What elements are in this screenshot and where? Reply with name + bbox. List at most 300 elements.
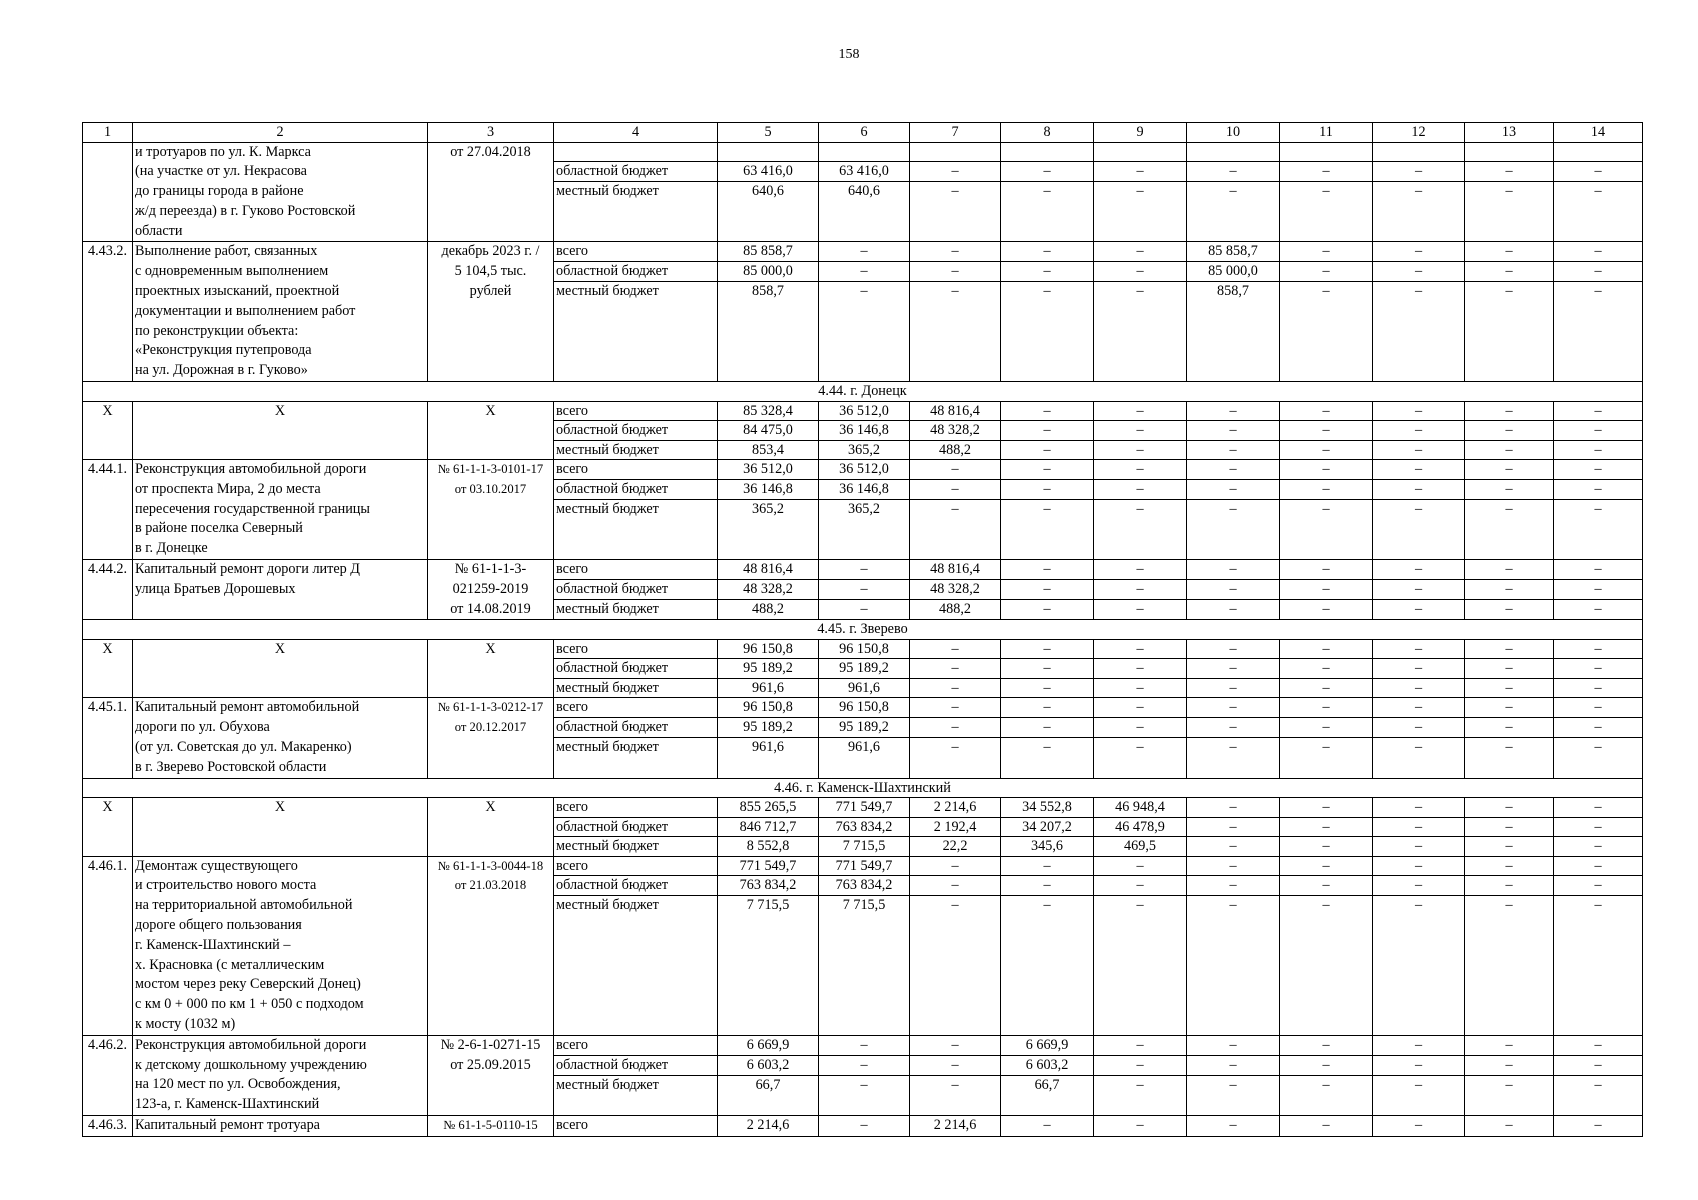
amount-cell: – xyxy=(1465,479,1554,499)
amount-cell: – xyxy=(1094,580,1187,600)
item-description: Х xyxy=(133,401,428,460)
amount-cell: 36 146,8 xyxy=(819,421,910,441)
amount-cell: – xyxy=(1373,876,1465,896)
amount-cell: – xyxy=(1001,479,1094,499)
amount-cell: 95 189,2 xyxy=(819,718,910,738)
table-row xyxy=(83,1035,1643,1055)
amount-cell xyxy=(1373,142,1465,162)
amount-cell: – xyxy=(1554,876,1643,896)
amount-cell: – xyxy=(910,1075,1001,1115)
amount-cell: – xyxy=(910,895,1001,1035)
amount-cell: – xyxy=(1465,182,1554,242)
amount-cell xyxy=(1187,142,1280,162)
amount-cell: 34 207,2 xyxy=(1001,817,1094,837)
amount-cell: – xyxy=(910,162,1001,182)
amount-cell: – xyxy=(910,639,1001,659)
funding-source: областной бюджет xyxy=(554,659,718,679)
amount-cell: – xyxy=(1280,162,1373,182)
funding-source: областной бюджет xyxy=(554,580,718,600)
amount-cell: 8 552,8 xyxy=(718,837,819,857)
amount-cell: – xyxy=(1554,281,1643,381)
amount-cell: – xyxy=(1187,401,1280,421)
amount-cell: – xyxy=(1187,162,1280,182)
section-header-row xyxy=(83,382,1643,402)
amount-cell xyxy=(819,142,910,162)
amount-cell: – xyxy=(1554,580,1643,600)
table-row xyxy=(83,401,1643,421)
funding-source: областной бюджет xyxy=(554,262,718,282)
amount-cell: – xyxy=(1554,460,1643,480)
amount-cell: – xyxy=(1187,678,1280,698)
amount-cell: 85 000,0 xyxy=(718,262,819,282)
amount-cell: 7 715,5 xyxy=(819,837,910,857)
amount-cell: – xyxy=(1001,698,1094,718)
amount-cell: – xyxy=(910,460,1001,480)
amount-cell: 46 478,9 xyxy=(1094,817,1187,837)
amount-cell: – xyxy=(1280,837,1373,857)
table-row xyxy=(83,798,1643,818)
amount-cell: – xyxy=(1373,1035,1465,1055)
amount-cell: – xyxy=(1465,600,1554,620)
amount-cell: 84 475,0 xyxy=(718,421,819,441)
amount-cell: – xyxy=(819,1075,910,1115)
amount-cell: – xyxy=(1373,242,1465,262)
amount-cell: – xyxy=(1187,718,1280,738)
amount-cell: – xyxy=(1554,738,1643,778)
funding-source: всего xyxy=(554,798,718,818)
amount-cell: 63 416,0 xyxy=(819,162,910,182)
amount-cell: – xyxy=(1001,659,1094,679)
item-document: № 61-1-5-0110-15 xyxy=(428,1115,554,1136)
amount-cell: – xyxy=(1187,479,1280,499)
funding-source: местный бюджет xyxy=(554,678,718,698)
funding-source: местный бюджет xyxy=(554,182,718,242)
amount-cell: 7 715,5 xyxy=(718,895,819,1035)
amount-cell: – xyxy=(1001,401,1094,421)
item-document: Х xyxy=(428,639,554,698)
item-document: Х xyxy=(428,401,554,460)
table-row xyxy=(83,242,1643,262)
funding-source: всего xyxy=(554,460,718,480)
table-body xyxy=(83,123,1643,1137)
amount-cell: – xyxy=(1187,600,1280,620)
funding-source: местный бюджет xyxy=(554,837,718,857)
column-header: 12 xyxy=(1373,123,1465,143)
amount-cell: – xyxy=(1554,678,1643,698)
amount-cell: – xyxy=(1465,798,1554,818)
column-header: 6 xyxy=(819,123,910,143)
amount-cell: – xyxy=(910,281,1001,381)
amount-cell: 48 328,2 xyxy=(718,580,819,600)
amount-cell: – xyxy=(1187,499,1280,559)
amount-cell: – xyxy=(1554,1115,1643,1136)
funding-source: областной бюджет xyxy=(554,876,718,896)
item-description: Х xyxy=(133,639,428,698)
amount-cell: 36 512,0 xyxy=(819,460,910,480)
column-header: 11 xyxy=(1280,123,1373,143)
amount-cell: – xyxy=(910,876,1001,896)
amount-cell: 48 816,4 xyxy=(910,560,1001,580)
amount-cell: – xyxy=(1094,401,1187,421)
amount-cell: – xyxy=(1373,678,1465,698)
amount-cell: – xyxy=(1373,817,1465,837)
amount-cell: – xyxy=(1094,876,1187,896)
item-number: 4.43.2. xyxy=(83,242,133,382)
amount-cell: – xyxy=(1280,440,1373,460)
amount-cell: – xyxy=(1373,659,1465,679)
amount-cell: – xyxy=(1094,242,1187,262)
funding-source: областной бюджет xyxy=(554,718,718,738)
amount-cell: – xyxy=(1554,798,1643,818)
amount-cell: – xyxy=(1373,600,1465,620)
item-description: Капитальный ремонт дороги литер Д улица Братьев Дорошевых xyxy=(133,560,428,620)
amount-cell: – xyxy=(1373,262,1465,282)
amount-cell: 853,4 xyxy=(718,440,819,460)
amount-cell: – xyxy=(1465,856,1554,876)
column-header: 5 xyxy=(718,123,819,143)
table-row xyxy=(83,142,1643,162)
amount-cell: – xyxy=(1554,262,1643,282)
amount-cell: – xyxy=(1373,738,1465,778)
amount-cell: – xyxy=(819,281,910,381)
amount-cell: – xyxy=(1094,499,1187,559)
amount-cell: – xyxy=(1094,479,1187,499)
amount-cell: – xyxy=(819,580,910,600)
table-row xyxy=(83,460,1643,480)
amount-cell: – xyxy=(1094,639,1187,659)
amount-cell: 763 834,2 xyxy=(718,876,819,896)
amount-cell: – xyxy=(819,262,910,282)
item-number: 4.46.3. xyxy=(83,1115,133,1136)
amount-cell: 365,2 xyxy=(819,440,910,460)
amount-cell: 95 189,2 xyxy=(819,659,910,679)
table-row xyxy=(83,856,1643,876)
amount-cell: – xyxy=(1554,639,1643,659)
amount-cell xyxy=(1280,142,1373,162)
amount-cell: – xyxy=(1373,798,1465,818)
amount-cell: – xyxy=(1001,580,1094,600)
funding-source: местный бюджет xyxy=(554,440,718,460)
item-number: Х xyxy=(83,401,133,460)
item-description: Капитальный ремонт тротуара xyxy=(133,1115,428,1136)
amount-cell: – xyxy=(1465,659,1554,679)
item-description: Х xyxy=(133,798,428,857)
item-description: Демонтаж существующего и строительство нового моста на территориальной автомобильной дороге общего пользования г. Каменск-Шахтинский – х. Красновка (с металлическим мостом через реку Северский Донец) с км 0 + 000 по км 1 + 050 с подходом к мосту (1032 м) xyxy=(133,856,428,1035)
amount-cell: – xyxy=(1094,678,1187,698)
amount-cell: 640,6 xyxy=(718,182,819,242)
amount-cell: – xyxy=(1280,678,1373,698)
amount-cell: – xyxy=(1001,560,1094,580)
amount-cell: – xyxy=(910,499,1001,559)
amount-cell: 771 549,7 xyxy=(819,856,910,876)
amount-cell: – xyxy=(1554,162,1643,182)
amount-cell: – xyxy=(1187,182,1280,242)
amount-cell: – xyxy=(910,182,1001,242)
amount-cell: – xyxy=(1187,856,1280,876)
amount-cell: – xyxy=(1465,1115,1554,1136)
amount-cell: – xyxy=(910,659,1001,679)
amount-cell: 96 150,8 xyxy=(718,639,819,659)
amount-cell: – xyxy=(910,262,1001,282)
amount-cell: – xyxy=(1373,499,1465,559)
item-document: от 27.04.2018 xyxy=(428,142,554,242)
amount-cell: – xyxy=(1280,659,1373,679)
item-document: Х xyxy=(428,798,554,857)
amount-cell xyxy=(1001,142,1094,162)
amount-cell: 763 834,2 xyxy=(819,876,910,896)
amount-cell: – xyxy=(1554,856,1643,876)
amount-cell: – xyxy=(1001,895,1094,1035)
amount-cell: – xyxy=(1554,1055,1643,1075)
amount-cell: 858,7 xyxy=(718,281,819,381)
amount-cell: – xyxy=(1554,718,1643,738)
amount-cell: – xyxy=(1187,659,1280,679)
amount-cell: – xyxy=(1094,659,1187,679)
table-row xyxy=(83,1115,1643,1136)
amount-cell: – xyxy=(1554,499,1643,559)
amount-cell: – xyxy=(1001,281,1094,381)
amount-cell: 961,6 xyxy=(718,738,819,778)
table-row xyxy=(83,698,1643,718)
amount-cell: – xyxy=(1465,421,1554,441)
amount-cell: – xyxy=(1373,162,1465,182)
amount-cell: – xyxy=(1465,281,1554,381)
amount-cell: – xyxy=(1280,262,1373,282)
section-title: 4.44. г. Донецк xyxy=(83,382,1643,402)
amount-cell: – xyxy=(1373,401,1465,421)
amount-cell: – xyxy=(1280,182,1373,242)
amount-cell: – xyxy=(1554,895,1643,1035)
amount-cell: 85 858,7 xyxy=(1187,242,1280,262)
amount-cell: – xyxy=(1187,421,1280,441)
amount-cell: – xyxy=(1465,698,1554,718)
amount-cell: – xyxy=(1001,421,1094,441)
column-header: 9 xyxy=(1094,123,1187,143)
amount-cell: 22,2 xyxy=(910,837,1001,857)
amount-cell: – xyxy=(1554,182,1643,242)
amount-cell: – xyxy=(1465,895,1554,1035)
amount-cell: – xyxy=(1280,421,1373,441)
item-number: Х xyxy=(83,639,133,698)
amount-cell: – xyxy=(910,1055,1001,1075)
amount-cell: – xyxy=(1094,560,1187,580)
amount-cell: – xyxy=(1001,738,1094,778)
amount-cell: – xyxy=(910,479,1001,499)
amount-cell: – xyxy=(1001,856,1094,876)
funding-source: областной бюджет xyxy=(554,817,718,837)
amount-cell: – xyxy=(1280,460,1373,480)
amount-cell: 48 328,2 xyxy=(910,421,1001,441)
amount-cell: – xyxy=(1373,1075,1465,1115)
amount-cell: – xyxy=(1001,460,1094,480)
item-document: № 61-1-1-3-0101-17 от 03.10.2017 xyxy=(428,460,554,560)
section-header-row xyxy=(83,778,1643,798)
item-document: № 61-1-1-3- 021259-2019 от 14.08.2019 xyxy=(428,560,554,620)
amount-cell: 48 816,4 xyxy=(910,401,1001,421)
amount-cell: – xyxy=(1554,242,1643,262)
amount-cell: 66,7 xyxy=(718,1075,819,1115)
amount-cell: 6 669,9 xyxy=(1001,1035,1094,1055)
amount-cell xyxy=(718,142,819,162)
amount-cell: – xyxy=(1280,1115,1373,1136)
amount-cell: – xyxy=(1187,698,1280,718)
amount-cell: – xyxy=(1094,718,1187,738)
amount-cell: – xyxy=(1001,242,1094,262)
item-number: 4.44.2. xyxy=(83,560,133,620)
amount-cell: 66,7 xyxy=(1001,1075,1094,1115)
amount-cell: – xyxy=(1373,421,1465,441)
amount-cell: – xyxy=(1373,460,1465,480)
amount-cell: 771 549,7 xyxy=(718,856,819,876)
amount-cell: – xyxy=(1094,1115,1187,1136)
funding-source: местный бюджет xyxy=(554,1075,718,1115)
amount-cell: – xyxy=(1465,738,1554,778)
funding-source: всего xyxy=(554,1035,718,1055)
amount-cell: – xyxy=(1465,876,1554,896)
amount-cell: – xyxy=(1280,817,1373,837)
amount-cell: – xyxy=(1001,162,1094,182)
item-number: 4.46.2. xyxy=(83,1035,133,1115)
amount-cell: – xyxy=(1554,1035,1643,1055)
amount-cell: – xyxy=(1465,460,1554,480)
amount-cell: – xyxy=(1465,499,1554,559)
funding-source: местный бюджет xyxy=(554,738,718,778)
amount-cell: – xyxy=(1187,1075,1280,1115)
amount-cell: – xyxy=(1187,837,1280,857)
amount-cell: – xyxy=(819,1035,910,1055)
column-header: 7 xyxy=(910,123,1001,143)
amount-cell: – xyxy=(1187,1055,1280,1075)
amount-cell: – xyxy=(819,242,910,262)
amount-cell: – xyxy=(1554,479,1643,499)
amount-cell: 7 715,5 xyxy=(819,895,910,1035)
amount-cell: – xyxy=(1187,560,1280,580)
item-number: 4.46.1. xyxy=(83,856,133,1035)
amount-cell: – xyxy=(1094,698,1187,718)
amount-cell: – xyxy=(1187,1035,1280,1055)
amount-cell: – xyxy=(1465,718,1554,738)
amount-cell: – xyxy=(1187,798,1280,818)
amount-cell: – xyxy=(1554,698,1643,718)
amount-cell: – xyxy=(1001,639,1094,659)
amount-cell: 365,2 xyxy=(718,499,819,559)
amount-cell: – xyxy=(910,1035,1001,1055)
amount-cell: – xyxy=(819,1055,910,1075)
amount-cell xyxy=(1554,142,1643,162)
amount-cell: – xyxy=(1094,421,1187,441)
column-header: 13 xyxy=(1465,123,1554,143)
funding-source: всего xyxy=(554,1115,718,1136)
amount-cell: – xyxy=(1187,895,1280,1035)
amount-cell: – xyxy=(1280,639,1373,659)
amount-cell: – xyxy=(1373,1055,1465,1075)
amount-cell: – xyxy=(1001,499,1094,559)
amount-cell: – xyxy=(1465,1075,1554,1115)
funding-source: областной бюджет xyxy=(554,162,718,182)
amount-cell: 846 712,7 xyxy=(718,817,819,837)
amount-cell: – xyxy=(1001,1115,1094,1136)
funding-source: всего xyxy=(554,856,718,876)
amount-cell: 488,2 xyxy=(910,440,1001,460)
amount-cell: – xyxy=(1094,1035,1187,1055)
amount-cell: – xyxy=(1554,600,1643,620)
amount-cell: 488,2 xyxy=(718,600,819,620)
amount-cell: – xyxy=(1554,659,1643,679)
amount-cell: 46 948,4 xyxy=(1094,798,1187,818)
amount-cell: – xyxy=(1094,440,1187,460)
funding-source: всего xyxy=(554,560,718,580)
amount-cell: – xyxy=(1554,837,1643,857)
page-number: 158 xyxy=(838,47,860,62)
amount-cell: – xyxy=(1001,182,1094,242)
amount-cell: – xyxy=(1280,856,1373,876)
amount-cell: – xyxy=(1465,242,1554,262)
amount-cell: – xyxy=(1465,560,1554,580)
amount-cell: – xyxy=(1373,895,1465,1035)
amount-cell: – xyxy=(1554,1075,1643,1115)
amount-cell: – xyxy=(1465,1055,1554,1075)
item-description: Выполнение работ, связанных с одновременным выполнением проектных изысканий, проектной документации и выполнением работ по реконструкции объекта: «Реконструкция путепровода на ул. Дорожная в г. Гуково» xyxy=(133,242,428,382)
amount-cell: 2 214,6 xyxy=(718,1115,819,1136)
amount-cell: – xyxy=(1465,1035,1554,1055)
amount-cell: 858,7 xyxy=(1187,281,1280,381)
amount-cell: 36 512,0 xyxy=(819,401,910,421)
funding-source: всего xyxy=(554,639,718,659)
amount-cell: – xyxy=(1373,698,1465,718)
amount-cell: – xyxy=(1280,580,1373,600)
amount-cell: – xyxy=(1373,837,1465,857)
amount-cell: – xyxy=(1001,600,1094,620)
amount-cell: – xyxy=(1187,1115,1280,1136)
funding-source: местный бюджет xyxy=(554,895,718,1035)
amount-cell: – xyxy=(819,1115,910,1136)
item-number xyxy=(83,142,133,242)
amount-cell xyxy=(910,142,1001,162)
amount-cell: 96 150,8 xyxy=(718,698,819,718)
amount-cell: – xyxy=(1187,580,1280,600)
amount-cell: – xyxy=(1187,440,1280,460)
amount-cell: – xyxy=(1280,479,1373,499)
funding-source: областной бюджет xyxy=(554,1055,718,1075)
section-title: 4.45. г. Зверево xyxy=(83,620,1643,640)
amount-cell: 2 192,4 xyxy=(910,817,1001,837)
amount-cell: 85 000,0 xyxy=(1187,262,1280,282)
budget-table xyxy=(82,122,1643,1137)
amount-cell: – xyxy=(1280,600,1373,620)
amount-cell: – xyxy=(1280,738,1373,778)
amount-cell: – xyxy=(1280,499,1373,559)
funding-source: областной бюджет xyxy=(554,421,718,441)
item-number: 4.44.1. xyxy=(83,460,133,560)
amount-cell: 855 265,5 xyxy=(718,798,819,818)
amount-cell: 365,2 xyxy=(819,499,910,559)
funding-source: всего xyxy=(554,698,718,718)
amount-cell: 48 328,2 xyxy=(910,580,1001,600)
amount-cell: – xyxy=(1554,421,1643,441)
amount-cell: 36 146,8 xyxy=(819,479,910,499)
amount-cell: – xyxy=(1373,718,1465,738)
amount-cell: – xyxy=(1094,162,1187,182)
amount-cell: – xyxy=(819,600,910,620)
amount-cell: 95 189,2 xyxy=(718,659,819,679)
amount-cell: – xyxy=(1187,639,1280,659)
amount-cell: 6 603,2 xyxy=(1001,1055,1094,1075)
funding-source: областной бюджет xyxy=(554,479,718,499)
funding-source xyxy=(554,142,718,162)
amount-cell: – xyxy=(1094,856,1187,876)
amount-cell: – xyxy=(910,856,1001,876)
amount-cell: – xyxy=(1554,440,1643,460)
